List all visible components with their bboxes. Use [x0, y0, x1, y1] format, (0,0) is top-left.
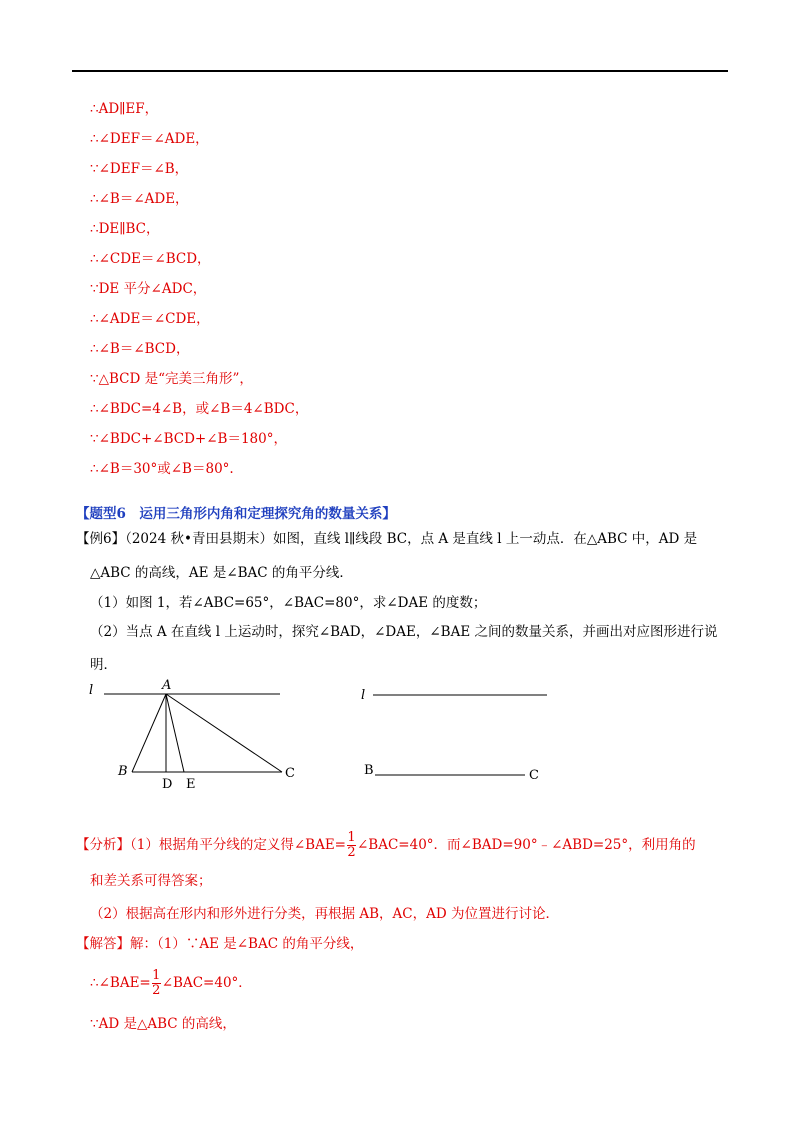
- figure-1: [80, 678, 310, 798]
- proof-line-4: ∴∠B＝∠ADE，: [90, 191, 189, 207]
- proof-line-1: ∴AD∥EF，: [90, 101, 159, 117]
- label-c: C: [285, 766, 295, 781]
- label-b: B: [118, 764, 128, 779]
- example-line-1: 【例6】（2024 秋•青田县期末）如图，直线 l∥线段 BC，点 A 是直线 l 上一动点．在△ABC 中，AD 是: [76, 531, 698, 547]
- section-title: 【题型6 运用三角形内角和定理探究角的数量关系】: [76, 506, 396, 522]
- figure-2: [355, 678, 555, 788]
- answer-tag: 【解答】: [76, 936, 130, 952]
- answer-line-2: [90, 968, 252, 998]
- analysis-text-a: （1）根据角平分线的定义得∠BAE=: [130, 837, 346, 853]
- proof-line-6: ∴∠CDE＝∠BCD，: [90, 251, 211, 267]
- proof-line-10: ∵△BCD 是“完美三角形”，: [90, 371, 253, 387]
- proof-line-12: ∵∠BDC+∠BCD+∠B＝180°，: [90, 431, 287, 447]
- proof-line-13: ∴∠B＝30°或∠B＝80°.: [90, 461, 234, 477]
- analysis-text-b: ∠BAC=40°．而∠BAD=90°﹣∠ABD=25°，利用角的: [357, 837, 696, 853]
- fraction-denominator: 2: [152, 983, 161, 998]
- answer-text-2b: ∠BAC=40°．: [161, 975, 252, 991]
- proof-line-3: ∵∠DEF＝∠B，: [90, 161, 189, 177]
- label-l: l: [361, 688, 366, 703]
- answer-text-2a: ∴∠BAE=: [90, 975, 151, 991]
- header-rule: [72, 70, 728, 72]
- proof-line-5: ∴DE∥BC，: [90, 221, 160, 237]
- label-d: D: [162, 777, 173, 792]
- fraction-numerator: 1: [152, 968, 161, 983]
- label-e: E: [186, 777, 196, 792]
- proof-line-9: ∴∠B＝∠BCD，: [90, 341, 190, 357]
- fraction-half-2: [152, 969, 161, 998]
- question-2: （2）当点 A 在直线 l 上运动时，探究∠BAD，∠DAE，∠BAE 之间的数量关系，并画出对应图形进行说: [90, 624, 718, 640]
- analysis-line-1: [76, 830, 696, 860]
- fraction-denominator: 2: [347, 845, 356, 860]
- label-b: B: [364, 763, 374, 778]
- fraction-numerator: 1: [347, 830, 356, 845]
- question-2-continued: 明．: [90, 657, 117, 673]
- fraction-half: [347, 831, 356, 860]
- segment-ab: [132, 694, 166, 772]
- answer-line-1: [76, 935, 363, 953]
- segment-ac: [166, 694, 282, 772]
- label-c: C: [529, 768, 539, 783]
- analysis-line-2: 和差关系可得答案；: [90, 873, 212, 889]
- example-line-2: △ABC 的高线，AE 是∠BAC 的角平分线．: [90, 565, 353, 581]
- analysis-tag: 【分析】: [76, 837, 130, 853]
- question-1: （1）如图 1，若∠ABC=65°，∠BAC=80°，求∠DAE 的度数；: [90, 595, 487, 611]
- proof-line-8: ∴∠ADE＝∠CDE，: [90, 311, 210, 327]
- answer-line-3: ∵AD 是△ABC 的高线，: [90, 1016, 236, 1032]
- answer-text-1: 解：（1）∵AE 是∠BAC 的角平分线，: [130, 936, 364, 952]
- proof-line-11: ∴∠BDC=4∠B，或∠B＝4∠BDC，: [90, 401, 309, 417]
- segment-ae: [166, 694, 184, 772]
- label-a: A: [162, 678, 172, 693]
- proof-line-2: ∴∠DEF＝∠ADE，: [90, 131, 209, 147]
- label-l: l: [89, 683, 94, 698]
- proof-line-7: ∵DE 平分∠ADC，: [90, 281, 207, 297]
- analysis-line-3: （2）根据高在形内和形外进行分类，再根据 AB，AC，AD 为位置进行讨论．: [90, 906, 559, 922]
